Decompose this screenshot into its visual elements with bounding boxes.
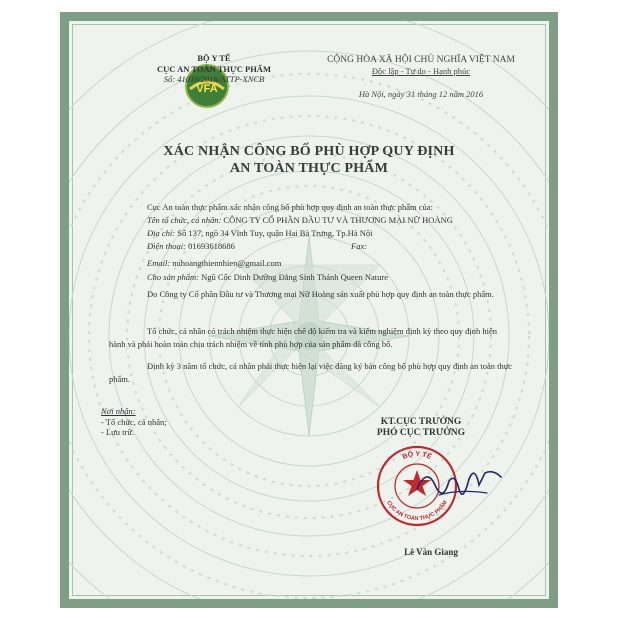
recipients — [101, 406, 167, 438]
org-row — [147, 214, 453, 227]
fax-label: Fax: — [351, 241, 368, 251]
address-value: Số 137, ngõ 34 Vĩnh Tuy, quận Hai Bà Trưng, Tp.Hà Nội — [177, 228, 373, 238]
signer-name: Lê Văn Giang — [404, 547, 458, 557]
product-label: Cho sản phẩm: — [147, 272, 199, 282]
signer-title-line-2: PHÓ CỤC TRƯỞNG — [376, 428, 466, 438]
document-number: Số: 41010/2016/ATTP-XNCB — [163, 74, 265, 84]
phone-row — [147, 240, 235, 253]
org-label: Tên tổ chức, cá nhân: — [147, 215, 222, 225]
issuing-agency — [129, 53, 299, 85]
recipient-item: - Lưu trữ. — [101, 427, 135, 437]
paragraph-responsibility: Tổ chức, cá nhân có trách nhiệm thực hiện chế độ kiểm tra và kiểm nghiệm định kỳ theo quy định hiện hành và phải hoàn toàn chịu trách nhiệm về tính phù hợp của sản phẩm đã công bố. — [109, 326, 498, 349]
phone-label: Điện thoại: — [147, 241, 186, 251]
certificate — [60, 12, 558, 608]
department-name: CỤC AN TOÀN THỰC PHẨM — [157, 63, 271, 74]
recipients-heading: Nơi nhận: — [101, 406, 136, 416]
paragraph-production: Do Công ty Cổ phần Đầu tư và Thương mại Nữ Hoàng sản xuất phù hợp quy định an toàn thực phẩm. — [147, 289, 494, 299]
title-line-2: AN TOÀN THỰC PHẨM — [229, 161, 389, 176]
national-motto: Độc lập - Tự do - Hạnh phúc — [371, 66, 471, 76]
signer-title-line-1: KT.CỤC TRƯỞNG — [380, 417, 462, 427]
seal-top-text: BỘ Y TẾ — [401, 450, 433, 461]
product-value: Ngũ Cốc Dinh Dưỡng Đẳng Sinh Thánh Queen Nature — [201, 272, 389, 282]
signer-title — [351, 417, 491, 439]
org-value: CÔNG TY CỔ PHẦN ĐẦU TƯ VÀ THƯƠNG MẠI NỮ HOÀNG — [223, 215, 453, 225]
bronze-drum-pattern — [69, 21, 549, 599]
seal-bottom-text: CỤC AN TOÀN THỰC PHẨM — [385, 499, 449, 523]
address-label: Địa chỉ: — [147, 228, 176, 238]
email-value: nuhoangthiennhien@gmail.com — [172, 258, 282, 268]
recipient-item: - Tổ chức, cá nhân; — [101, 416, 167, 427]
nation-name: CỘNG HÒA XÃ HỘI CHỦ NGHĨA VIỆT NAM — [327, 55, 515, 65]
handwritten-signature — [409, 459, 509, 511]
national-header — [301, 55, 541, 100]
address-row — [147, 227, 372, 240]
document-title — [129, 143, 489, 177]
ministry-name: BỘ Y TẾ — [197, 53, 231, 63]
email-row — [147, 257, 281, 270]
logo-text: VFA — [196, 83, 218, 95]
place-date: Hà Nội, ngày 31 tháng 12 năm 2016 — [358, 89, 484, 99]
paragraph-renewal: Định kỳ 3 năm tổ chức, cá nhân phải thực hiện lại việc đăng ký bản công bố phù hợp quy định an toàn thực phẩm. — [109, 361, 513, 384]
title-line-1: XÁC NHẬN CÔNG BỐ PHÙ HỢP QUY ĐỊNH — [163, 144, 455, 159]
phone-value: 01693618686 — [188, 241, 235, 251]
product-row — [147, 271, 388, 284]
email-label: Email: — [147, 258, 171, 268]
intro-text: Cục An toàn thực phẩm xác nhận công bố phù hợp quy định an toàn thực phẩm của: — [147, 202, 433, 212]
